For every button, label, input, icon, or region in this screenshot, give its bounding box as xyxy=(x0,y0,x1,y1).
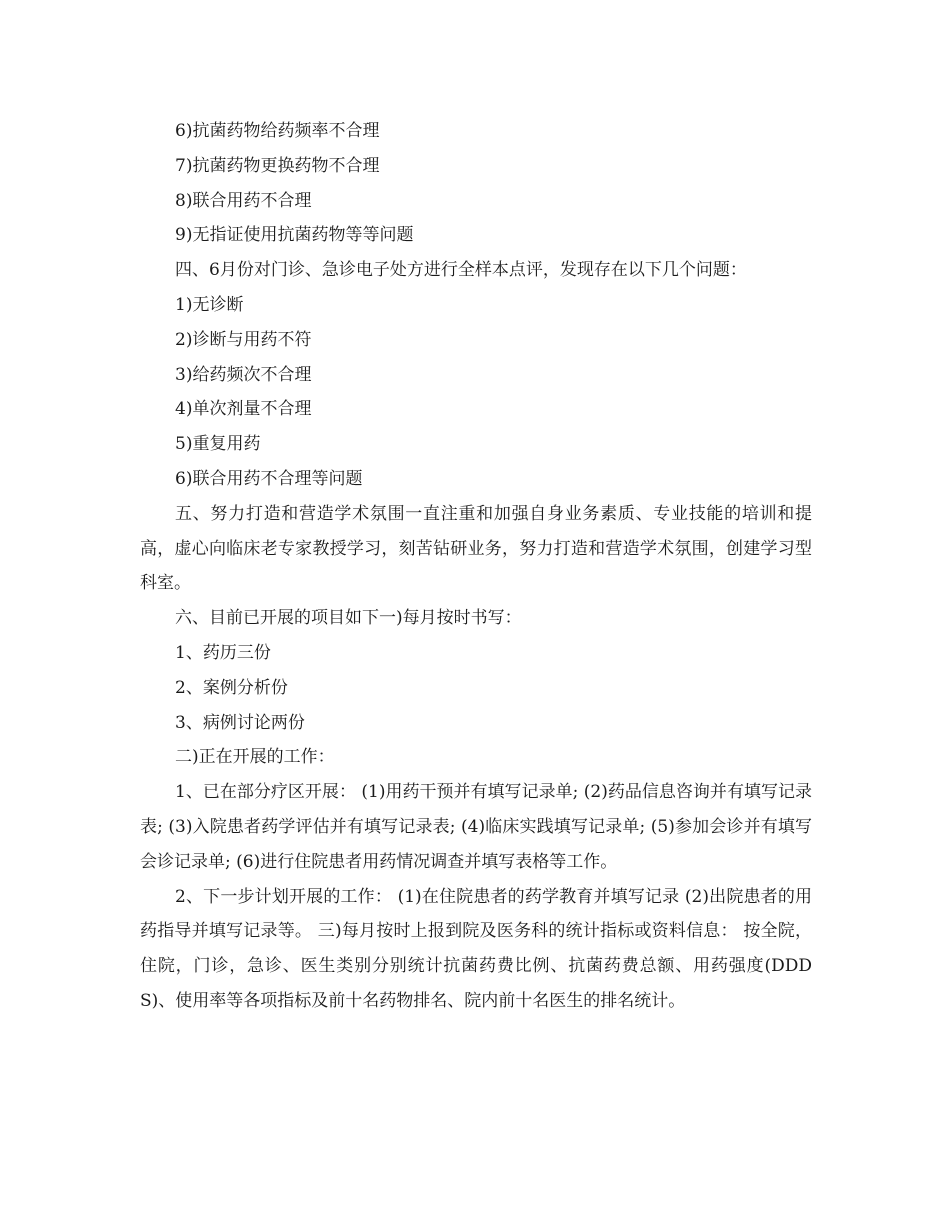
paragraph: 4)单次剂量不合理 xyxy=(175,399,312,420)
paragraph: 6)抗菌药物给药频率不合理 xyxy=(175,121,380,141)
paragraph: 9)无指证使用抗菌药物等等问题 xyxy=(175,225,414,246)
paragraph: 3)给药频次不合理 xyxy=(175,364,312,385)
paragraph: 2)诊断与用药不符 xyxy=(175,329,312,350)
paragraph: 7)抗菌药物更换药物不合理 xyxy=(175,155,380,176)
section-paragraph-5: 五、努力打造和营造学术氛围一直注重和加强自身业务素质、专业技能的培训和提高，虚心向临床老专家教授学习，刻苦钻研业务，努力打造和营造学术氛围，创建学习型科室。 xyxy=(140,503,812,594)
section-heading-4: 四、6月份对门诊、急诊电子处方进行全样本点评，发现存在以下几个问题： xyxy=(175,260,747,281)
paragraph: 1、已在部分疗区开展： (1)用药干预并有填写记录单; (2)药品信息咨询并有填写记录表; (3)入院患者药学评估并有填写记录表; (4)临床实践填写记录单; (5)参加会诊并有填写会诊记录单; (6)进行住院患者用药情况调查并填写表格等工作。 xyxy=(140,782,812,872)
paragraph: 1、药历三份 xyxy=(175,642,271,663)
section-heading-6: 六、目前已开展的项目如下一)每月按时书写： xyxy=(175,608,522,629)
paragraph: 2、下一步计划开展的工作： (1)在住院患者的药学教育并填写记录 (2)出院患者的用药指导并填写记录等。 三)每月按时上报到院及医务科的统计指标或资料信息： 按全院，住院，门诊，急诊、医生类别分别统计抗菌药费比例、抗菌药费总额、用药强度(DDDS)、使用率等各项指标及前十名药物排名、院内前十名医生的排名统计。 xyxy=(140,886,812,1011)
paragraph: 1)无诊断 xyxy=(175,294,244,315)
paragraph: 5)重复用药 xyxy=(175,434,261,455)
paragraph: 6)联合用药不合理等问题 xyxy=(175,468,363,489)
paragraph: 2、案例分析份 xyxy=(175,677,288,698)
paragraph: 8)联合用药不合理 xyxy=(175,190,312,211)
paragraph: 3、病例讨论两份 xyxy=(175,712,305,733)
subsection-heading: 二)正在开展的工作： xyxy=(175,747,335,768)
document-body xyxy=(140,114,812,1019)
